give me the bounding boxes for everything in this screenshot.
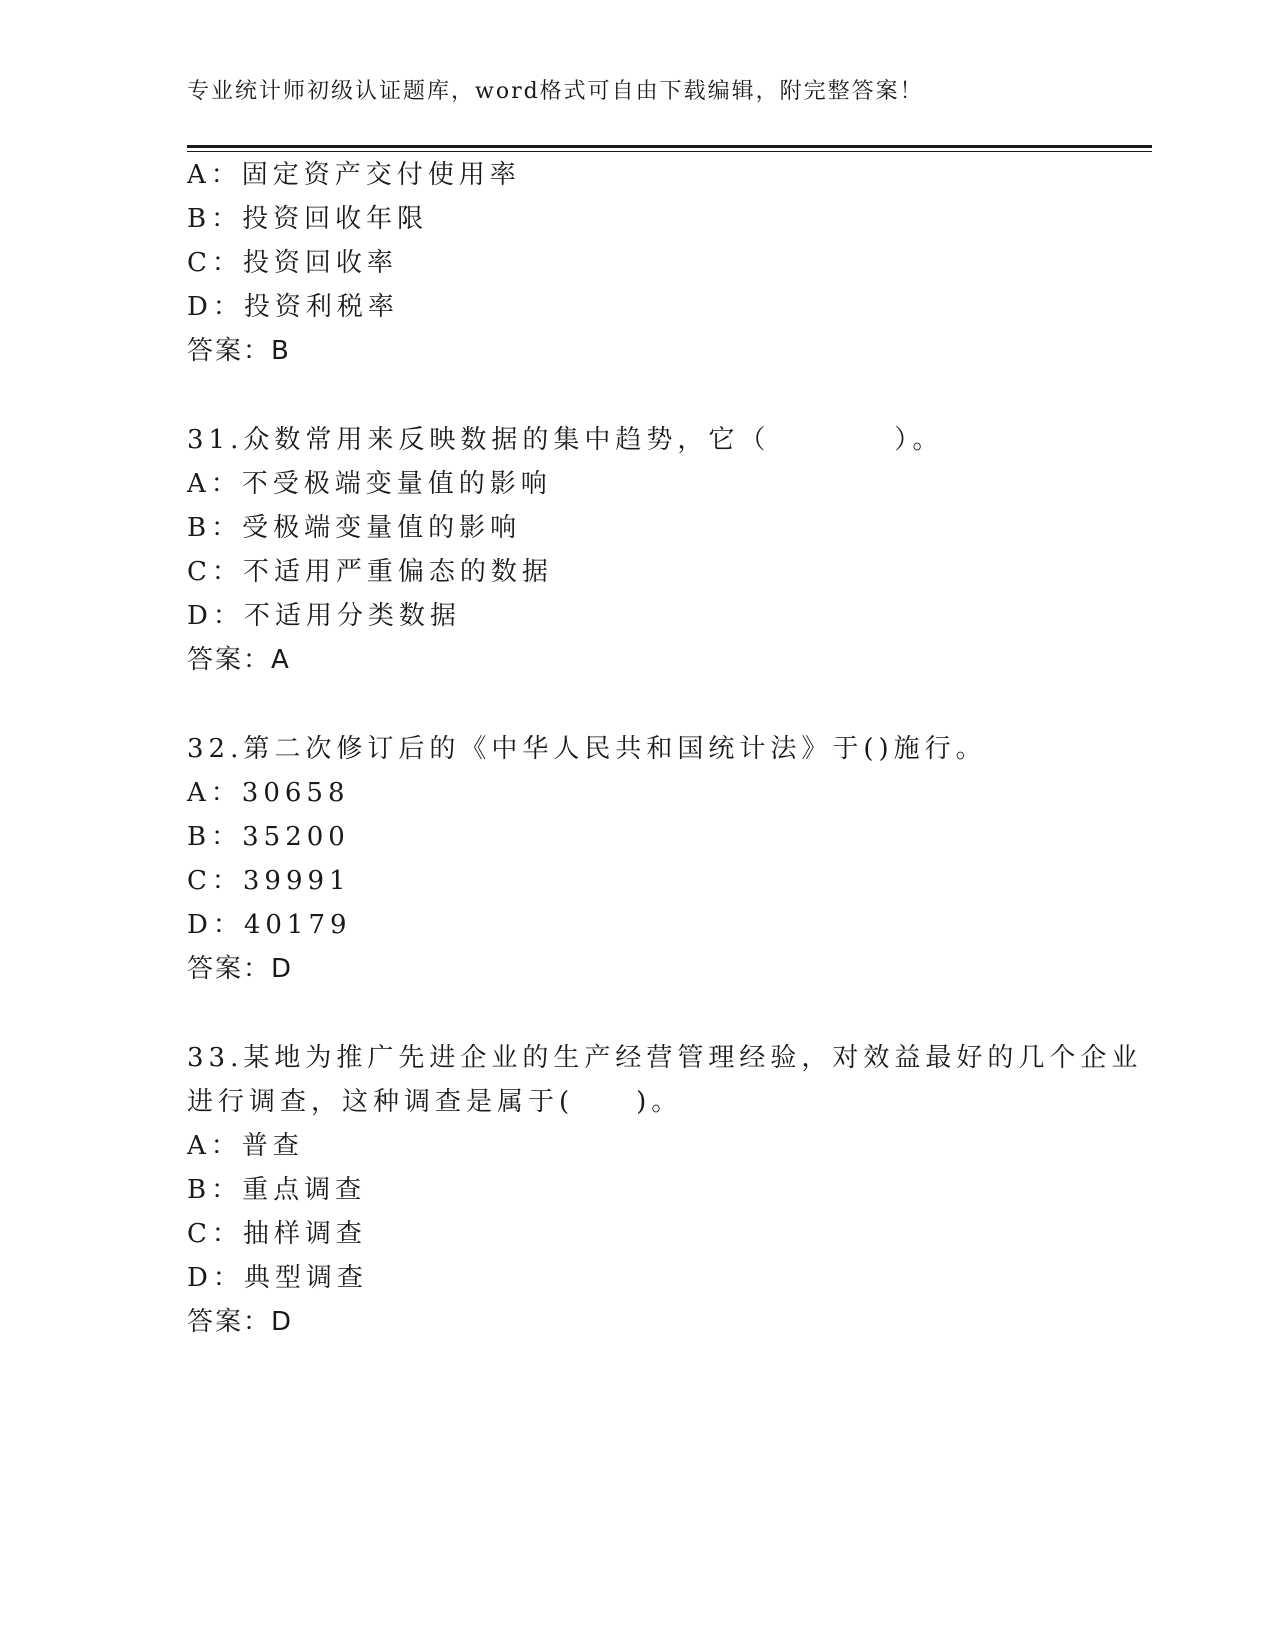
option-d: D：典型调查 — [187, 1263, 368, 1293]
option-b: B：35200 — [187, 822, 350, 852]
answer: 答案：D — [187, 954, 294, 984]
option-a: A：30658 — [187, 778, 350, 808]
option-c: C：不适用严重偏态的数据 — [187, 557, 553, 587]
question-stem-line-1: 33.某地为推广先进企业的生产经营管理经验，对效益最好的几个企业 — [187, 1043, 1143, 1073]
answer: 答案：D — [187, 1307, 294, 1337]
answer: 答案：B — [187, 336, 291, 366]
option-d: D：不适用分类数据 — [187, 601, 461, 631]
option-b: B：投资回收年限 — [187, 204, 429, 234]
option-b: B：受极端变量值的影响 — [187, 513, 522, 543]
option-b: B：重点调查 — [187, 1175, 367, 1205]
header-title: 专业统计师初级认证题库，word格式可自由下载编辑，附完整答案！ — [187, 79, 924, 104]
option-a: A：不受极端变量值的影响 — [187, 469, 552, 499]
option-c: C：投资回收率 — [187, 248, 398, 278]
option-a: A：固定资产交付使用率 — [187, 160, 521, 190]
option-c: C：39991 — [187, 866, 351, 896]
header-rule-thin — [187, 151, 1152, 152]
question-stem: 32.第二次修订后的《中华人民共和国统计法》于()施行。 — [187, 734, 987, 764]
answer: 答案：A — [187, 645, 291, 675]
question-stem-line-2: 进行调查，这种调查是属于( )。 — [187, 1087, 683, 1117]
header-rule-thick — [187, 145, 1152, 148]
option-a: A：普查 — [187, 1131, 304, 1161]
option-d: D：40179 — [187, 910, 352, 940]
question-stem: 31.众数常用来反映数据的集中趋势，它（ ）。 — [187, 425, 944, 455]
option-c: C：抽样调查 — [187, 1219, 367, 1249]
option-d: D：投资利税率 — [187, 292, 399, 322]
